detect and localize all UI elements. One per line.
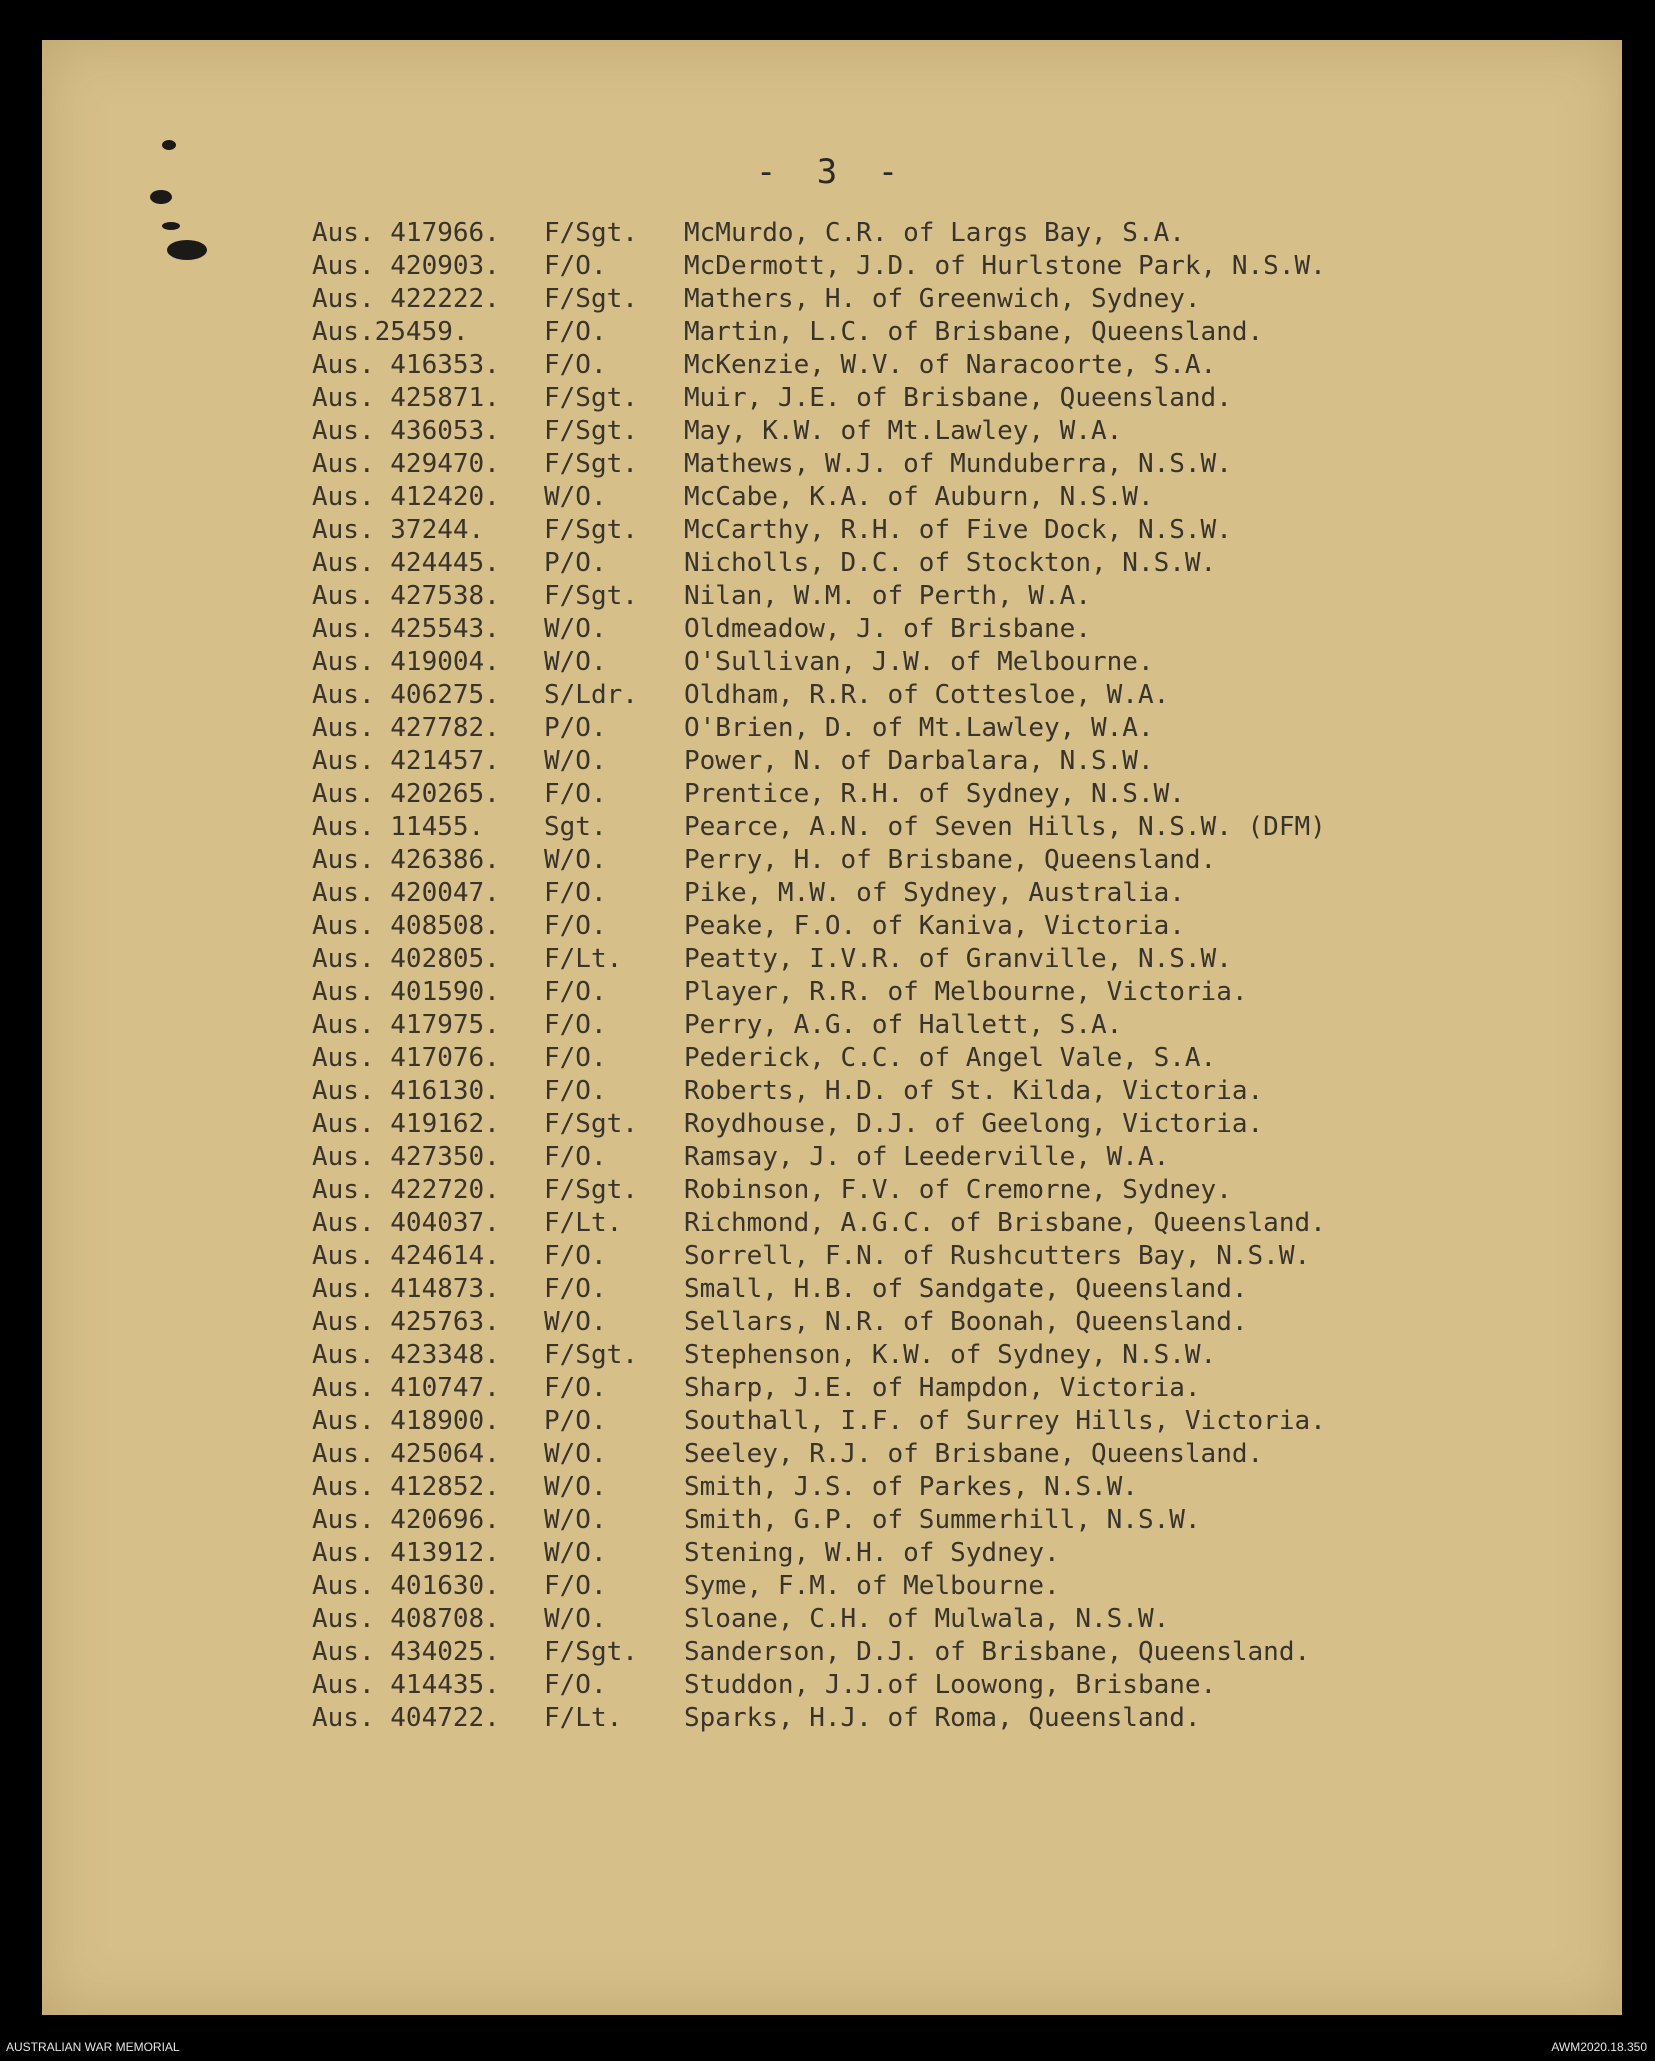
name-and-location: Studdon, J.J.of Loowong, Brisbane. [684, 1669, 1217, 1700]
name-and-location: Mathews, W.J. of Munduberra, N.S.W. [684, 448, 1232, 479]
service-number: Aus. 421457. [312, 745, 500, 776]
rank: F/O. [544, 976, 607, 1007]
rank: F/Lt. [544, 1207, 623, 1238]
name-and-location: Muir, J.E. of Brisbane, Queensland. [684, 382, 1232, 413]
service-number: Aus. 416130. [312, 1075, 500, 1106]
list-item [312, 414, 1612, 447]
service-number: Aus. 401630. [312, 1570, 500, 1601]
name-and-location: Stephenson, K.W. of Sydney, N.S.W. [684, 1339, 1217, 1370]
rank: F/O. [544, 1570, 607, 1601]
service-number: Aus. 412420. [312, 481, 500, 512]
name-and-location: Sparks, H.J. of Roma, Queensland. [684, 1702, 1201, 1733]
name-and-location: Sellars, N.R. of Boonah, Queensland. [684, 1306, 1248, 1337]
service-number: Aus. 434025. [312, 1636, 500, 1667]
rank: F/O. [544, 910, 607, 941]
name-and-location: McKenzie, W.V. of Naracoorte, S.A. [684, 349, 1217, 380]
service-number: Aus. 422720. [312, 1174, 500, 1205]
name-and-location: Pearce, A.N. of Seven Hills, N.S.W. (DFM) [684, 811, 1326, 842]
rank: F/O. [544, 1273, 607, 1304]
rank: F/O. [544, 316, 607, 347]
name-and-location: Prentice, R.H. of Sydney, N.S.W. [684, 778, 1185, 809]
list-item [312, 381, 1612, 414]
list-item [312, 447, 1612, 480]
service-number: Aus. 424614. [312, 1240, 500, 1271]
rank: F/Lt. [544, 943, 623, 974]
rank: F/Sgt. [544, 514, 638, 545]
name-and-location: Perry, H. of Brisbane, Queensland. [684, 844, 1217, 875]
rank: F/O. [544, 349, 607, 380]
name-and-location: Peatty, I.V.R. of Granville, N.S.W. [684, 943, 1232, 974]
rank: Sgt. [544, 811, 607, 842]
name-and-location: Sharp, J.E. of Hampdon, Victoria. [684, 1372, 1201, 1403]
ink-smudge [150, 190, 172, 204]
service-number: Aus. 417076. [312, 1042, 500, 1073]
service-number: Aus. 419162. [312, 1108, 500, 1139]
list-item [312, 975, 1612, 1008]
service-number: Aus. 408508. [312, 910, 500, 941]
name-and-location: Sanderson, D.J. of Brisbane, Queensland. [684, 1636, 1311, 1667]
list-item [312, 1437, 1612, 1470]
list-item [312, 1635, 1612, 1668]
personnel-list [312, 216, 1612, 1734]
list-item [312, 249, 1612, 282]
service-number: Aus. 426386. [312, 844, 500, 875]
rank: F/O. [544, 1075, 607, 1106]
rank: F/Sgt. [544, 1636, 638, 1667]
service-number: Aus. 417966. [312, 217, 500, 248]
rank: F/Sgt. [544, 382, 638, 413]
service-number: Aus. 425763. [312, 1306, 500, 1337]
name-and-location: Stening, W.H. of Sydney. [684, 1537, 1060, 1568]
rank: W/O. [544, 844, 607, 875]
rank: F/Sgt. [544, 580, 638, 611]
service-number: Aus. 423348. [312, 1339, 500, 1370]
name-and-location: McDermott, J.D. of Hurlstone Park, N.S.W. [684, 250, 1326, 281]
list-item [312, 1668, 1612, 1701]
service-number: Aus. 414435. [312, 1669, 500, 1700]
list-item [312, 1041, 1612, 1074]
service-number: Aus. 420696. [312, 1504, 500, 1535]
rank: W/O. [544, 1603, 607, 1634]
footer-institution: AUSTRALIAN WAR MEMORIAL [6, 2040, 180, 2054]
name-and-location: May, K.W. of Mt.Lawley, W.A. [684, 415, 1123, 446]
ink-smudge [162, 140, 176, 150]
rank: P/O. [544, 547, 607, 578]
name-and-location: Syme, F.M. of Melbourne. [684, 1570, 1060, 1601]
name-and-location: Smith, G.P. of Summerhill, N.S.W. [684, 1504, 1201, 1535]
footer-accession-number: AWM2020.18.350 [1551, 2040, 1647, 2054]
ink-smudge [162, 222, 180, 230]
name-and-location: Richmond, A.G.C. of Brisbane, Queensland. [684, 1207, 1326, 1238]
service-number: Aus. 419004. [312, 646, 500, 677]
name-and-location: Nilan, W.M. of Perth, W.A. [684, 580, 1091, 611]
name-and-location: Oldham, R.R. of Cottesloe, W.A. [684, 679, 1170, 710]
service-number: Aus. 422222. [312, 283, 500, 314]
service-number: Aus. 37244. [312, 514, 485, 545]
service-number: Aus. 404722. [312, 1702, 500, 1733]
list-item [312, 1602, 1612, 1635]
list-item [312, 909, 1612, 942]
name-and-location: Martin, L.C. of Brisbane, Queensland. [684, 316, 1264, 347]
rank: W/O. [544, 1306, 607, 1337]
rank: F/O. [544, 250, 607, 281]
name-and-location: Ramsay, J. of Leederville, W.A. [684, 1141, 1170, 1172]
list-item [312, 216, 1612, 249]
list-item [312, 282, 1612, 315]
rank: F/Sgt. [544, 448, 638, 479]
list-item [312, 1206, 1612, 1239]
list-item [312, 579, 1612, 612]
list-item [312, 1272, 1612, 1305]
list-item [312, 810, 1612, 843]
name-and-location: Roydhouse, D.J. of Geelong, Victoria. [684, 1108, 1264, 1139]
ink-smudge [167, 240, 207, 260]
list-item [312, 1701, 1612, 1734]
service-number: Aus. 425871. [312, 382, 500, 413]
name-and-location: Pederick, C.C. of Angel Vale, S.A. [684, 1042, 1217, 1073]
service-number: Aus. 417975. [312, 1009, 500, 1040]
service-number: Aus. 420265. [312, 778, 500, 809]
list-item [312, 1074, 1612, 1107]
rank: F/Sgt. [544, 283, 638, 314]
rank: F/O. [544, 877, 607, 908]
list-item [312, 1371, 1612, 1404]
service-number: Aus. 436053. [312, 415, 500, 446]
rank: W/O. [544, 646, 607, 677]
list-item [312, 1173, 1612, 1206]
rank: F/O. [544, 1042, 607, 1073]
service-number: Aus. 420903. [312, 250, 500, 281]
service-number: Aus. 406275. [312, 679, 500, 710]
list-item [312, 777, 1612, 810]
list-item [312, 1140, 1612, 1173]
rank: W/O. [544, 745, 607, 776]
rank: W/O. [544, 481, 607, 512]
rank: F/O. [544, 778, 607, 809]
list-item [312, 348, 1612, 381]
name-and-location: McMurdo, C.R. of Largs Bay, S.A. [684, 217, 1185, 248]
rank: F/O. [544, 1240, 607, 1271]
name-and-location: Pike, M.W. of Sydney, Australia. [684, 877, 1185, 908]
service-number: Aus. 425543. [312, 613, 500, 644]
name-and-location: Robinson, F.V. of Cremorne, Sydney. [684, 1174, 1232, 1205]
list-item [312, 1338, 1612, 1371]
name-and-location: Roberts, H.D. of St. Kilda, Victoria. [684, 1075, 1264, 1106]
name-and-location: Seeley, R.J. of Brisbane, Queensland. [684, 1438, 1264, 1469]
list-item [312, 480, 1612, 513]
service-number: Aus. 425064. [312, 1438, 500, 1469]
list-item [312, 1305, 1612, 1338]
service-number: Aus. 11455. [312, 811, 485, 842]
list-item [312, 1239, 1612, 1272]
rank: F/Lt. [544, 1702, 623, 1733]
rank: F/Sgt. [544, 1108, 638, 1139]
name-and-location: Mathers, H. of Greenwich, Sydney. [684, 283, 1201, 314]
name-and-location: Sorrell, F.N. of Rushcutters Bay, N.S.W. [684, 1240, 1311, 1271]
service-number: Aus. 427782. [312, 712, 500, 743]
list-item [312, 1569, 1612, 1602]
service-number: Aus. 413912. [312, 1537, 500, 1568]
list-item [312, 942, 1612, 975]
name-and-location: Perry, A.G. of Hallett, S.A. [684, 1009, 1123, 1040]
service-number: Aus. 427538. [312, 580, 500, 611]
name-and-location: McCabe, K.A. of Auburn, N.S.W. [684, 481, 1154, 512]
rank: P/O. [544, 712, 607, 743]
service-number: Aus. 418900. [312, 1405, 500, 1436]
service-number: Aus. 427350. [312, 1141, 500, 1172]
name-and-location: Peake, F.O. of Kaniva, Victoria. [684, 910, 1185, 941]
list-item [312, 678, 1612, 711]
rank: F/O. [544, 1009, 607, 1040]
list-item [312, 315, 1612, 348]
list-item [312, 1404, 1612, 1437]
rank: F/Sgt. [544, 1339, 638, 1370]
rank: S/Ldr. [544, 679, 638, 710]
rank: W/O. [544, 613, 607, 644]
rank: W/O. [544, 1471, 607, 1502]
name-and-location: McCarthy, R.H. of Five Dock, N.S.W. [684, 514, 1232, 545]
service-number: Aus.25459. [312, 316, 469, 347]
rank: F/O. [544, 1141, 607, 1172]
list-item [312, 1470, 1612, 1503]
rank: F/Sgt. [544, 217, 638, 248]
name-and-location: O'Brien, D. of Mt.Lawley, W.A. [684, 712, 1154, 743]
rank: W/O. [544, 1504, 607, 1535]
rank: F/O. [544, 1669, 607, 1700]
rank: W/O. [544, 1438, 607, 1469]
list-item [312, 1536, 1612, 1569]
list-item [312, 1008, 1612, 1041]
list-item [312, 843, 1612, 876]
name-and-location: Oldmeadow, J. of Brisbane. [684, 613, 1091, 644]
name-and-location: Sloane, C.H. of Mulwala, N.S.W. [684, 1603, 1170, 1634]
list-item [312, 513, 1612, 546]
list-item [312, 1503, 1612, 1536]
rank: P/O. [544, 1405, 607, 1436]
document-page [42, 40, 1622, 2015]
name-and-location: Smith, J.S. of Parkes, N.S.W. [684, 1471, 1138, 1502]
name-and-location: O'Sullivan, J.W. of Melbourne. [684, 646, 1154, 677]
service-number: Aus. 404037. [312, 1207, 500, 1238]
service-number: Aus. 410747. [312, 1372, 500, 1403]
list-item [312, 645, 1612, 678]
service-number: Aus. 416353. [312, 349, 500, 380]
rank: F/Sgt. [544, 415, 638, 446]
service-number: Aus. 412852. [312, 1471, 500, 1502]
rank: W/O. [544, 1537, 607, 1568]
name-and-location: Small, H.B. of Sandgate, Queensland. [684, 1273, 1248, 1304]
service-number: Aus. 429470. [312, 448, 500, 479]
list-item [312, 744, 1612, 777]
name-and-location: Power, N. of Darbalara, N.S.W. [684, 745, 1154, 776]
list-item [312, 546, 1612, 579]
service-number: Aus. 424445. [312, 547, 500, 578]
list-item [312, 1107, 1612, 1140]
service-number: Aus. 402805. [312, 943, 500, 974]
name-and-location: Southall, I.F. of Surrey Hills, Victoria. [684, 1405, 1326, 1436]
service-number: Aus. 408708. [312, 1603, 500, 1634]
service-number: Aus. 401590. [312, 976, 500, 1007]
list-item [312, 876, 1612, 909]
list-item [312, 612, 1612, 645]
name-and-location: Nicholls, D.C. of Stockton, N.S.W. [684, 547, 1217, 578]
list-item [312, 711, 1612, 744]
service-number: Aus. 414873. [312, 1273, 500, 1304]
rank: F/O. [544, 1372, 607, 1403]
rank: F/Sgt. [544, 1174, 638, 1205]
service-number: Aus. 420047. [312, 877, 500, 908]
name-and-location: Player, R.R. of Melbourne, Victoria. [684, 976, 1248, 1007]
page-number: - 3 - [755, 152, 909, 192]
